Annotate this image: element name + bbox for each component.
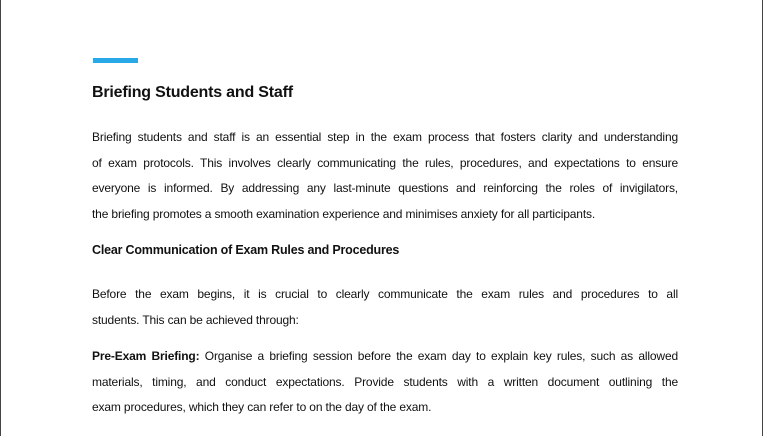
text-line: Before the exam begins, it is crucial to clearly communicate the exam rules and procedures to all: [92, 287, 678, 301]
subheading: Clear Communication of Exam Rules and Procedures: [92, 243, 400, 257]
text-span: Organise a briefing session before the exam day to explain key rules, such as allowed: [199, 349, 678, 363]
text-line: materials, timing, and conduct expectations. Provide students with a written document outlining the: [92, 374, 678, 389]
accent-bar: [93, 58, 138, 63]
text-line: of exam protocols. This involves clearly communicating the rules, procedures, and expectations to ensure: [92, 155, 678, 170]
text-line: [92, 348, 678, 374]
bold-label: Pre-Exam Briefing:: [92, 349, 200, 363]
section-heading: Briefing Students and Staff: [92, 84, 293, 101]
text-line: Briefing students and staff is an essential step in the exam process that fosters clarity and understanding: [92, 130, 678, 144]
pre-exam-briefing-paragraph: [92, 348, 678, 425]
text-line: everyone is informed. By addressing any last-minute questions and reinforcing the roles of invigilators,: [92, 181, 678, 195]
text-line: the briefing promotes a smooth examination experience and minimises anxiety for all participants.: [92, 206, 596, 221]
text-line: exam procedures, which they can refer to on the day of the exam.: [92, 400, 432, 414]
intro-paragraph: [92, 129, 678, 231]
text-line: students. This can be achieved through:: [92, 312, 299, 327]
rules-paragraph: [92, 286, 678, 337]
